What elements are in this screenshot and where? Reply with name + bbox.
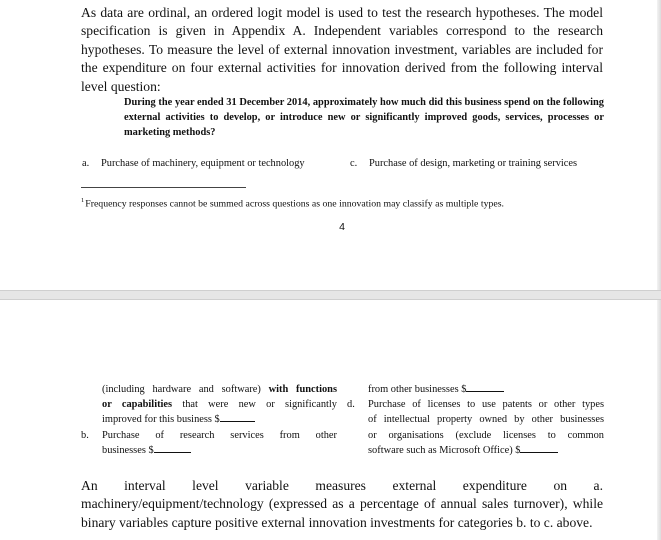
- list-item-a: [82, 157, 305, 171]
- item-c-continuation-line: from other businesses $: [347, 382, 604, 397]
- footnote-divider: [81, 187, 246, 188]
- item-a-continuation-line: or capabilities that were new or significantly: [102, 399, 337, 411]
- amount-blank: [520, 443, 558, 453]
- page-number: 4: [339, 221, 345, 233]
- list-item-text: Purchase of machinery, equipment or technology: [101, 158, 305, 169]
- left-column: [81, 382, 337, 458]
- list-item-text: Purchase of research services from other: [102, 429, 337, 441]
- list-item-d: d. Purchase of licenses to use patents or other types of intellectual property owned by other businesses or organisations (exclude licenses to common software such as Microsoft Office) $: [347, 397, 604, 458]
- list-item-text: Purchase of licenses to use patents or other types: [368, 399, 604, 411]
- body-paragraph: As data are ordinal, an ordered logit model is used to test the research hypotheses. The model specification is given in Appendix A. Independent variables correspond to the research hypotheses. To measure the level of external innovation investment, variables are included for the expenditure on four external activities for innovation derived from the following interval level question:: [81, 5, 603, 94]
- right-column: [347, 382, 604, 458]
- list-item-text: or organisations (exclude licenses to common: [368, 429, 604, 441]
- amount-blank: [154, 443, 191, 453]
- list-item-text: of intellectual property owned by other businesses: [368, 414, 604, 426]
- amount-blank: [466, 382, 504, 392]
- body-paragraph: [81, 477, 603, 532]
- list-item-b: b. Purchase of research services from other businesses $: [81, 428, 337, 458]
- footnote-marker: 1: [81, 197, 85, 204]
- page-edge-shadow: [657, 300, 661, 540]
- list-item-c: [350, 157, 577, 171]
- list-item-letter: c.: [350, 158, 358, 169]
- page-separator: [0, 290, 661, 300]
- survey-question: During the year ended 31 December 2014, approximately how much did this business spend on the following external activities to develop, or introduce new or significantly improved goods, services, processes or marketing methods?: [124, 97, 604, 138]
- list-item-text: Purchase of design, marketing or training services: [369, 158, 578, 169]
- page-edge-shadow: [657, 0, 661, 290]
- footnote: [81, 194, 621, 210]
- list-item-letter: b.: [81, 429, 89, 441]
- paragraph-line: An interval level variable measures external expenditure on a.: [81, 478, 603, 493]
- footnote-text: Frequency responses cannot be summed across questions as one innovation may classify as multiple types.: [85, 198, 504, 210]
- list-item-letter: d.: [347, 399, 355, 411]
- item-a-continuation-line: improved for this business $: [81, 412, 337, 427]
- paragraph-text: machinery/equipment/technology (expressed as a percentage of annual sales turnover), while binary variables capture positive external innovation investments for categories b. to c. above.: [81, 496, 603, 530]
- list-item-letter: a.: [82, 158, 90, 169]
- amount-blank: [220, 412, 255, 422]
- item-a-continuation-line: (including hardware and software) with functions: [102, 384, 337, 395]
